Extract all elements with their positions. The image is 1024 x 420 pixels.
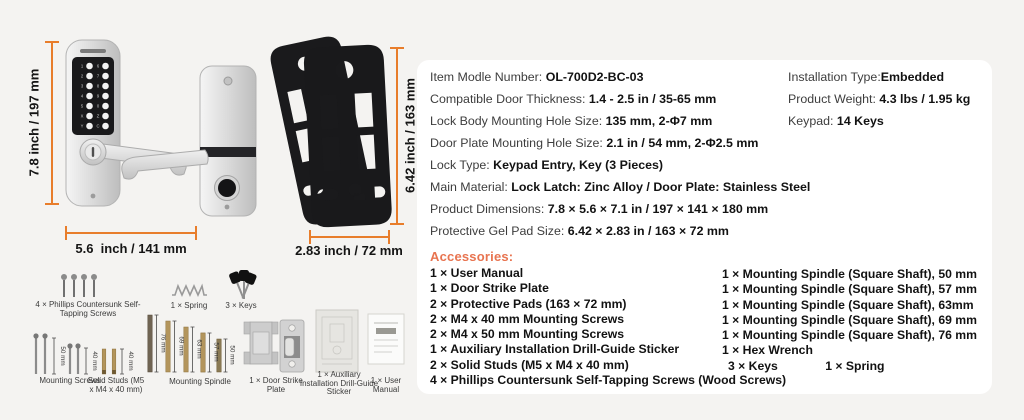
gel-pads-graphic	[268, 34, 392, 228]
size-label-sp69: 69 mm	[177, 336, 185, 356]
mounting-spindles-icon	[148, 315, 236, 372]
keys-icon	[228, 270, 257, 300]
svg-text:3: 3	[80, 83, 84, 89]
size-label-screw-50: 50 mm	[59, 346, 66, 366]
size-label-sp76: 76 mm	[159, 333, 167, 353]
spec-value: 7.8 × 5.6 × 7.1 in / 197 × 141 × 180 mm	[547, 202, 769, 216]
spec-row	[788, 110, 970, 132]
caption-mounting-spindle: Mounting Spindle	[169, 377, 231, 386]
spec-list-left	[430, 66, 810, 242]
accessory-item: 1 × Mounting Spindle (Square Shaft), 76 mm	[722, 328, 977, 343]
spec-label: Main Material:	[430, 180, 512, 194]
svg-text:7: 7	[96, 73, 100, 79]
svg-text:Y: Y	[80, 123, 84, 129]
keypad-lock-graphic	[66, 40, 186, 206]
accessory-item: 1 × Auxiliary Installation Drill-Guide Sticker	[430, 342, 680, 357]
spec-row	[430, 110, 810, 132]
accessory-item: 1 × Mounting Spindle (Square Shaft), 57 mm	[722, 282, 977, 297]
svg-text:6: 6	[96, 63, 100, 69]
svg-text:Z: Z	[96, 113, 100, 119]
caption-solid-studs: Solid Studs (M5 x M4 x 40 mm)	[87, 376, 145, 394]
spec-row	[430, 154, 810, 176]
product-photos-graphic	[0, 0, 420, 420]
size-label-screw-40: 40 mm	[91, 351, 98, 371]
size-label-sp50: 50 mm	[228, 345, 236, 365]
accessory-item: 2 × Protective Pads (163 × 72 mm)	[430, 296, 627, 311]
spec-value: 2.1 in / 54 mm, 2-Φ2.5 mm	[606, 136, 759, 150]
caption-sticker: 1 × Auxiliary Installation Drill-Guide Sticker	[299, 370, 379, 397]
svg-text:4: 4	[80, 93, 84, 99]
size-label-stud-40: 40 mm	[127, 351, 134, 371]
spec-label: Keypad:	[788, 114, 837, 128]
spec-label: Lock Body Mounting Hole Size:	[430, 114, 606, 128]
dim-label-pad-width: 2.83 inch / 72 mm	[295, 243, 403, 258]
spec-row	[788, 88, 970, 110]
size-label-sp63: 63 mm	[195, 339, 203, 359]
svg-text:2: 2	[80, 73, 84, 79]
spec-list-right	[788, 66, 970, 132]
spec-row	[430, 220, 810, 242]
svg-text:5: 5	[80, 103, 84, 109]
spec-label: Installation Type:	[788, 70, 881, 84]
svg-text:9: 9	[96, 93, 100, 99]
spec-label: Compatible Door Thickness:	[430, 92, 589, 106]
spec-label: Protective Gel Pad Size:	[430, 224, 568, 238]
accessory-item: 4 × Phillips Countersunk Self-Tapping Screws (Wood Screws)	[430, 373, 787, 388]
drill-guide-sticker-icon	[316, 310, 358, 372]
spec-value: 135 mm, 2-Φ7 mm	[605, 114, 713, 128]
spec-label: Lock Type:	[430, 158, 494, 172]
svg-text:X: X	[80, 113, 84, 119]
spec-row	[430, 66, 810, 88]
mounting-screws-icon	[33, 333, 98, 374]
accessory-item: 1 × Mounting Spindle (Square Shaft), 50 mm	[722, 267, 977, 281]
dim-label-lock-width: 5.6 inch / 141 mm	[75, 241, 187, 256]
dim-label-pad-height: 6.42 inch / 163 mm	[402, 78, 418, 193]
accessories-list-right	[722, 267, 977, 374]
caption-strike-plate: 1 × Door Strike Plate	[249, 376, 303, 394]
spec-value: Embedded	[880, 70, 945, 84]
accessory-item: 1 × User Manual	[430, 266, 524, 280]
spec-row	[788, 66, 970, 88]
interior-lock-graphic	[122, 66, 256, 216]
accessory-item: 1 × Mounting Spindle (Square Shaft), 63mm	[722, 297, 974, 312]
spec-row	[430, 176, 810, 198]
caption-mounting-screws: Mounting Screws	[39, 376, 101, 385]
caption-phillips-screws: 4 × Phillips Countersunk Self-Tapping Screws	[35, 300, 141, 318]
spec-value: OL-700D2-BC-03	[545, 70, 644, 84]
key-cylinder	[80, 139, 106, 165]
accessory-item: 2 × M4 x 50 mm Mounting Screws	[430, 327, 625, 342]
spec-row	[430, 132, 810, 154]
spec-label: Product Weight:	[788, 92, 880, 106]
phillips-screws-icon	[61, 274, 97, 297]
accessory-item: 1 × Hex Wrench	[722, 343, 813, 358]
svg-text:C: C	[96, 123, 100, 129]
spec-row	[430, 88, 810, 110]
spec-label: Item Modle Number:	[430, 70, 546, 84]
accessory-item: 2 × Solid Studs (M5 x M4 x 40 mm)	[430, 357, 629, 372]
svg-text:0: 0	[96, 103, 100, 109]
spec-label: Product Dimensions:	[430, 202, 548, 216]
accessory-spring: 1 × Spring	[825, 358, 885, 373]
strike-plate-icon	[244, 320, 304, 372]
spec-value: Lock Latch: Zinc Alloy / Door Plate: Stainless Steel	[511, 180, 811, 194]
svg-text:8: 8	[96, 83, 100, 89]
spec-value: 14 Keys	[836, 114, 884, 128]
size-label-sp57: 57 mm	[212, 342, 220, 362]
accessory-item: 1 × Mounting Spindle (Square Shaft), 69 mm	[722, 312, 977, 327]
thumbturn-button	[218, 179, 236, 197]
spec-value: 4.3 lbs / 1.95 kg	[879, 92, 971, 106]
dim-label-lock-height: 7.8 inch / 197 mm	[26, 68, 42, 177]
accessory-item: 2 × M4 x 40 mm Mounting Screws	[430, 311, 625, 326]
caption-keys: 3 × Keys	[225, 301, 257, 310]
caption-spring: 1 × Spring	[170, 301, 208, 310]
spec-value: 1.4 - 2.5 in / 35-65 mm	[588, 92, 717, 106]
spring-icon	[172, 286, 207, 295]
accessory-item-pair	[722, 359, 977, 374]
user-manual-icon	[368, 314, 404, 364]
accessory-item: 1 × Door Strike Plate	[430, 281, 549, 296]
solid-studs-icon	[102, 349, 134, 374]
accessory-keys: 3 × Keys	[728, 358, 778, 373]
accessories-heading: Accessories:	[430, 249, 514, 264]
spec-value: Keypad Entry, Key (3 Pieces)	[493, 158, 664, 172]
spec-value: 6.42 × 2.83 in / 163 × 72 mm	[567, 224, 729, 238]
spec-label: Door Plate Mounting Hole Size:	[430, 136, 607, 150]
svg-text:1: 1	[80, 63, 84, 69]
spec-row	[430, 198, 810, 220]
caption-manual: 1 × User Manual	[370, 376, 402, 394]
